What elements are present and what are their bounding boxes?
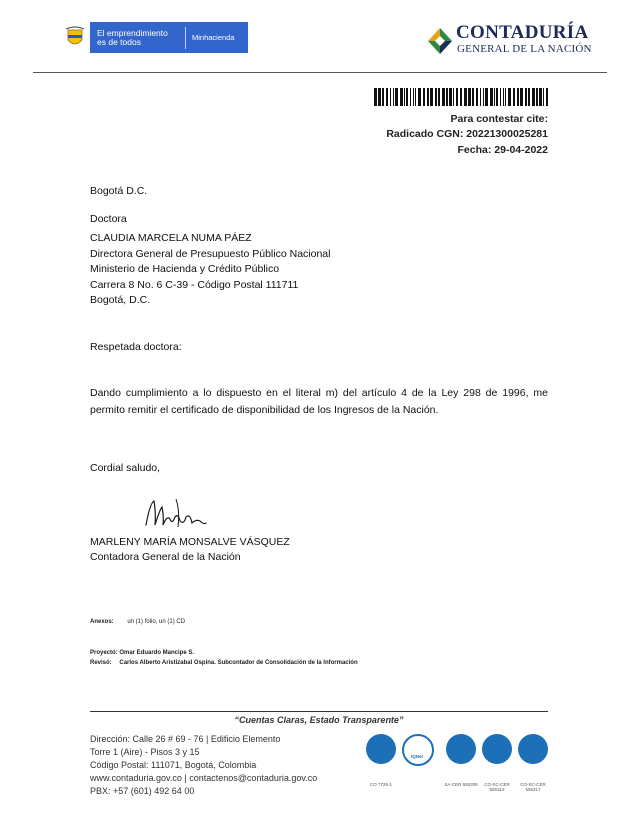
- icontec-cert-icon: [518, 734, 548, 764]
- header-divider: [33, 72, 607, 73]
- icontec-cert-icon: [482, 734, 512, 764]
- cert-label: CO 7725-1: [369, 782, 392, 787]
- signature-image: [140, 495, 210, 535]
- signer-name: MARLENY MARÍA MONSALVE VÁSQUEZ: [90, 536, 290, 548]
- proyecto-text: Proyectó: Omar Eduardo Mancipe S.: [90, 650, 195, 656]
- footer-phone: PBX: +57 (601) 492 64 00: [90, 786, 195, 796]
- gov-banner-divider: [185, 27, 186, 49]
- entity-name: CONTADURÍA: [456, 22, 589, 43]
- icontec-cert-icon: [446, 734, 476, 764]
- footer-address-line1: Dirección: Calle 26 # 69 - 76 | Edificio Elemento: [90, 734, 281, 744]
- signer-position: Contadora General de la Nación: [90, 551, 241, 563]
- gov-banner-line1: El emprendimiento: [97, 27, 168, 38]
- icontec-cert-icon: [366, 734, 396, 764]
- recipient-title: Doctora: [90, 213, 127, 225]
- closing: Cordial saludo,: [90, 462, 161, 474]
- recipient-position: Directora General de Presupuesto Público Nacional: [90, 248, 331, 260]
- recipient-name: CLAUDIA MARCELA NUMA PÁEZ: [90, 232, 252, 244]
- iqnet-cert-icon: [402, 734, 434, 766]
- footer-web-email[interactable]: www.contaduria.gov.co | contactenos@contaduria.gov.co: [90, 773, 318, 783]
- recipient-entity: Ministerio de Hacienda y Crédito Público: [90, 263, 280, 275]
- reviso-line: [90, 660, 358, 666]
- salutation: Respetada doctora:: [90, 341, 182, 353]
- gov-banner-line2: es de todos: [97, 36, 141, 47]
- cgn-logo-icon: [426, 26, 454, 56]
- gov-banner-text: [90, 29, 185, 47]
- footer-slogan: “Cuentas Claras, Estado Transparente”: [234, 715, 404, 725]
- anexos-line: [90, 619, 185, 625]
- footer-divider: [90, 711, 548, 712]
- cite-label: Para contestar cite:: [450, 113, 548, 125]
- barcode-icon: [374, 88, 550, 106]
- gov-banner: [60, 22, 248, 53]
- entity-subtitle: GENERAL DE LA NACIÓN: [457, 43, 592, 55]
- footer-address-line3: Código Postal: 111071, Bogotá, Colombia: [90, 760, 257, 770]
- letter-city: Bogotá D.C.: [90, 185, 148, 197]
- document-date: Fecha: 29-04-2022: [457, 144, 548, 156]
- recipient-city: Bogotá, D.C.: [90, 294, 151, 306]
- footer-address-line2: Torre 1 (Aire) - Pisos 3 y 15: [90, 747, 200, 757]
- cert-label: CO-SC-CER 555313: [484, 782, 510, 792]
- gov-banner-ministry: Minhacienda: [192, 33, 235, 42]
- cert-label: CO-SC-CER 555317: [520, 782, 546, 792]
- cert-label: SA-CER 555305: [444, 782, 478, 787]
- cert-label: IQNet: [410, 754, 423, 759]
- reviso-value: Carlos Alberto Aristizabal Ospina. Subcontador de Consolidación de la Información: [119, 660, 358, 666]
- anexos-label: Anexos:: [90, 619, 114, 625]
- reviso-label: Revisó:: [90, 660, 112, 666]
- colombia-shield-icon: [60, 22, 90, 53]
- anexos-value: un (1) folio, un (1) CD: [127, 619, 186, 625]
- recipient-address: Carrera 8 No. 6 C-39 - Código Postal 111711: [90, 279, 299, 291]
- radicado-number: Radicado CGN: 20221300025281: [386, 128, 548, 140]
- letter-body: Dando cumplimiento a lo dispuesto en el literal m) del artículo 4 de la Ley 298 de 1996, me permito remitir el certificado de disponibilidad de los Ingresos de la Nación.: [90, 387, 548, 416]
- proyecto-line: [90, 650, 194, 656]
